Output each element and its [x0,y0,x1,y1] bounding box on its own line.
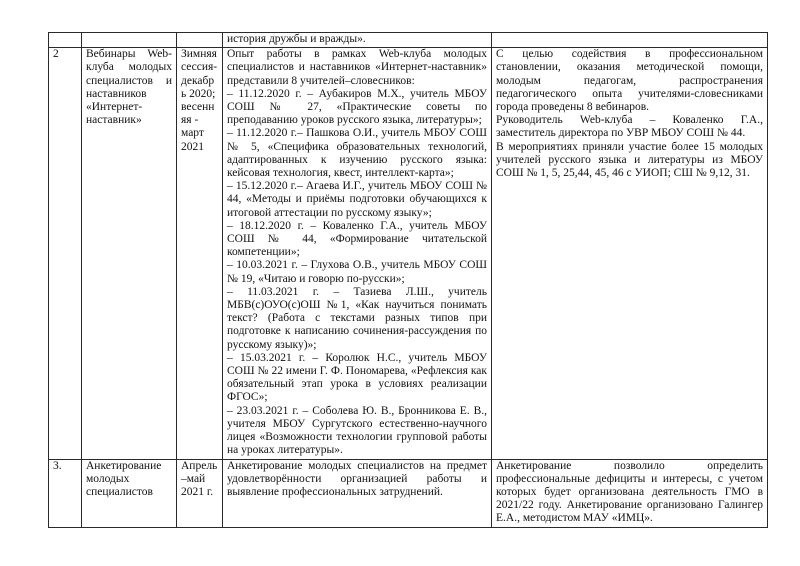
continuation-text: история дружбы и вражды». [223,33,492,48]
activity-description [223,459,492,527]
description-paragraph: – 11.12.2020 г. – Аубакиров М.Х., учитель МБОУ СОШ № 27, «Практические советы по преподаванию уроков русского языка, литературы»; [227,87,487,127]
activity-period: Апрель –май 2021 г. [177,459,223,527]
results-paragraph: Анкетирование позволило определить профессиональные дефициты и интересы, с учетом которых будет организована деятельность ГМО в 2021/22 году. Анкетирование организовано Галингер Е.А., методистом МАУ «ИМЦ». [496,459,763,525]
activity-results [492,48,768,459]
activity-row [49,459,768,527]
row-number: 2 [49,48,82,459]
continuation-row [49,33,768,48]
results-paragraph: В мероприятиях приняли участие более 15 молодых учителей русского языка и литературы из МБОУ СОШ № 1, 5, 25,44, 45, 46 с УИОП; СШ № 9,12, 31. [496,140,763,180]
activity-name: Анкетирование молодых специалистов [82,459,177,527]
activity-period: Зимняя сессия-декабрь 2020; весенняя - март 2021 [177,48,223,459]
activity-description [223,48,492,459]
description-paragraph: – 11.03.2021 г. – Тазиева Л.Ш., учитель МБВ(с)ОУО(с)ОШ №1, «Как научиться понимать текст? (Работа с текстами разных типов при подготовке к написанию сочинения-рассуждения по русскому языку)»; [227,285,487,351]
description-paragraph: – 18.12.2020 г. – Коваленко Г.А., учитель МБОУ СОШ № 44, «Формирование читательской компетенции»; [227,219,487,259]
description-paragraph: – 10.03.2021 г. – Глухова О.В., учитель МБОУ СОШ № 19, «Читаю и говорю по-русски»; [227,259,487,285]
description-paragraph: – 11.12.2020 г.– Пашкова О.И., учитель МБОУ СОШ № 5, «Специфика образовательных технологий, адаптированных к изучению русского языка: кейсовая технология, квест, интеллект-карта»; [227,127,487,180]
description-paragraph: Анкетирование молодых специалистов на предмет удовлетворённости организацией работы и выявление профессиональных затруднений. [227,459,487,498]
results-cell [492,33,768,48]
description-paragraph: Опыт работы в рамках Web-клуба молодых специалистов и наставников «Интернет-наставник» представили 8 учителей–словесников: [227,48,487,87]
row-number: 3. [49,459,82,527]
results-paragraph: С целью содействия в профессиональном становлении, оказания методической помощи, молодым педагогам, распространения педагогического опыта учителями-словесниками города проведены 8 вебинаров. [496,48,763,114]
description-paragraph: – 15.03.2021 г. – Королюк Н.С., учитель МБОУ СОШ № 22 имени Г. Ф. Пономарева, «Рефлексия как обязательный этап урока в условиях реализации ФГОС»; [227,351,487,404]
activity-name: Вебинары Web-клуба молодых специалистов и наставников «Интернет-наставник» [82,48,177,459]
activity-row [49,48,768,459]
activity-results [492,459,768,527]
description-paragraph: – 23.03.2021 г. – Соболева Ю. В., Бронникова Е. В., учителя МБОУ Сургутского естественно-научного лицея «Возможности технологии групповой работы на уроках литературы». [227,404,487,457]
activity-period-cell [177,33,223,48]
description-paragraph: – 15.12.2020 г.– Агаева И.Г., учитель МБОУ СОШ № 44, «Методы и приёмы подготовки обучающихся к итоговой аттестации по русскому языку»; [227,180,487,219]
activity-name-cell [82,33,177,48]
row-number-cell [49,33,82,48]
activities-table [48,32,768,528]
results-paragraph: Руководитель Web-клуба – Коваленко Г.А., заместитель директора по УВР МБОУ СОШ № 44. [496,114,763,140]
